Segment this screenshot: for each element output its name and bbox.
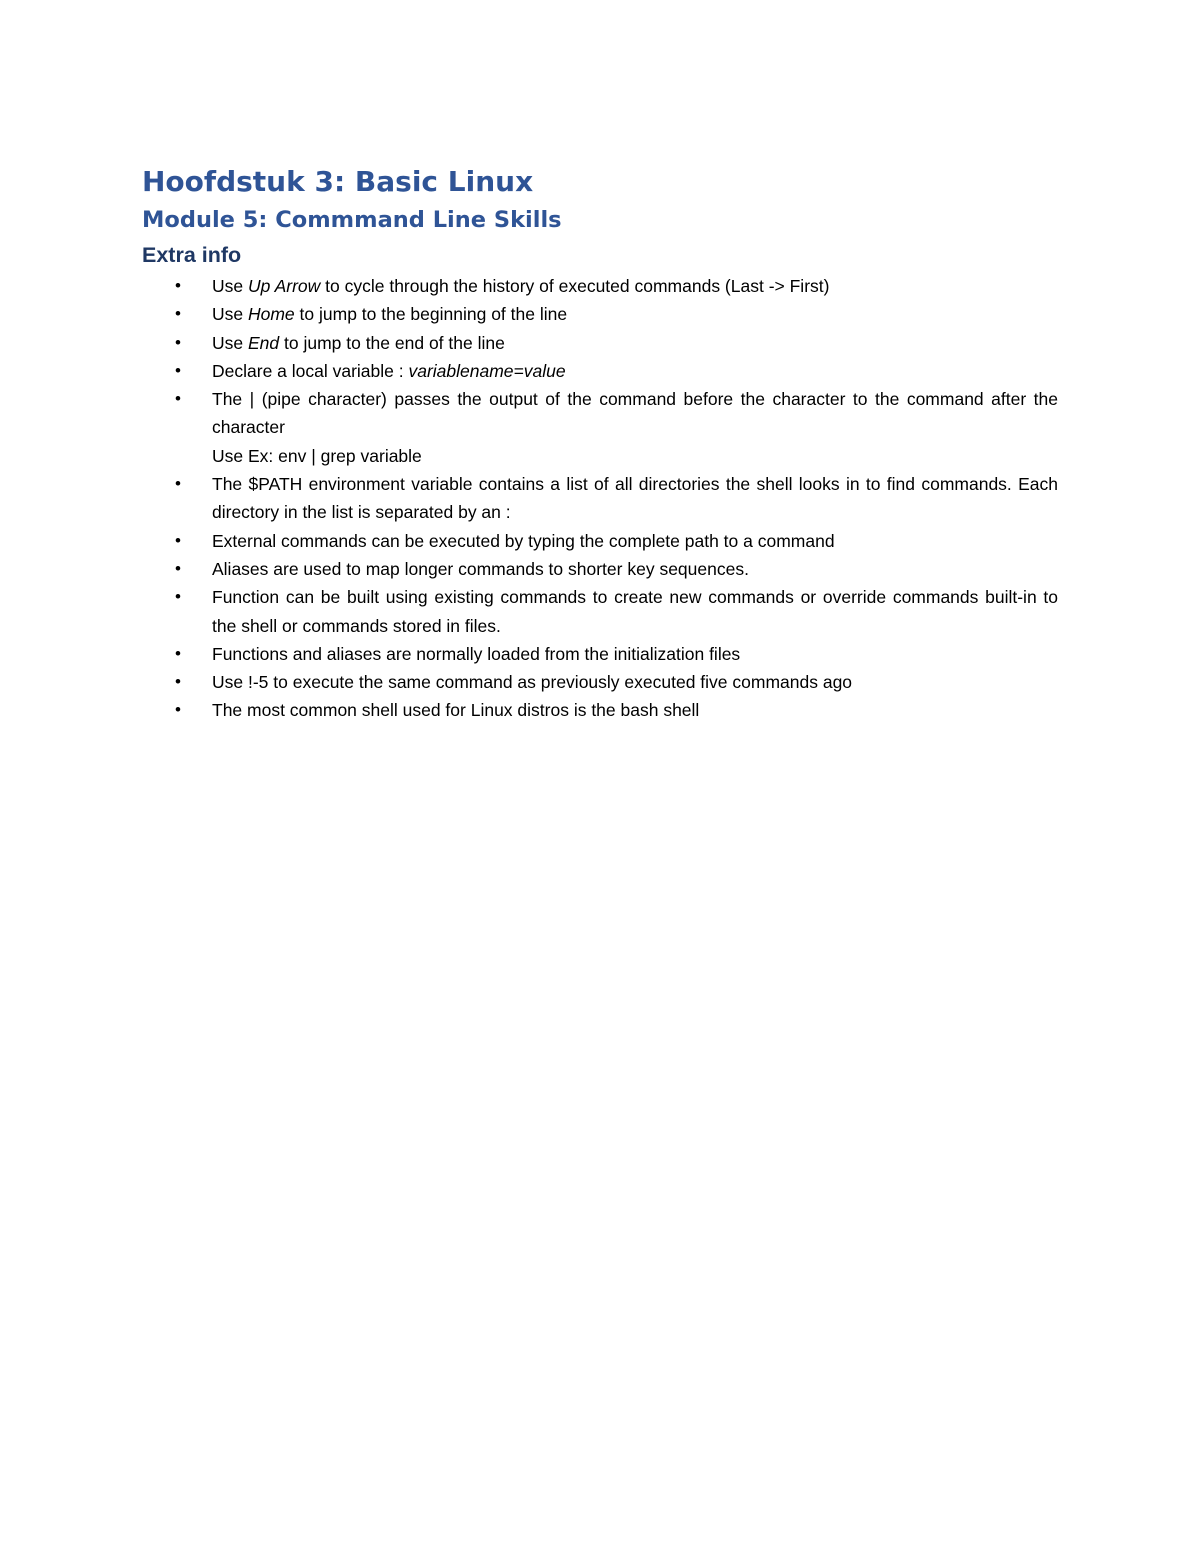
- bullet-icon: •: [175, 332, 181, 352]
- list-item-text: Declare a local variable : variablename=value: [212, 360, 566, 381]
- document-content: [142, 162, 1058, 725]
- bullet-icon: •: [175, 276, 181, 295]
- list-item: [142, 470, 1058, 527]
- bullet-icon: •: [175, 672, 181, 692]
- bullet-icon: •: [175, 530, 181, 550]
- bullet-list: [142, 272, 1058, 725]
- module-title: Module 5: Commmand Line Skills: [142, 207, 562, 233]
- list-item: [142, 357, 1058, 385]
- list-item: [142, 668, 1058, 696]
- chapter-title: Hoofdstuk 3: Basic Linux: [142, 165, 534, 198]
- bullet-icon: •: [175, 643, 181, 663]
- list-item-text: Aliases are used to map longer commands to shorter key sequences.: [212, 558, 749, 579]
- list-item-text: Use End to jump to the end of the line: [212, 332, 505, 353]
- bullet-icon: •: [175, 558, 181, 578]
- list-item: [142, 385, 1058, 470]
- list-item-text: The most common shell used for Linux distros is the bash shell: [212, 700, 700, 721]
- list-item: [142, 583, 1058, 640]
- bullet-icon: •: [175, 389, 181, 409]
- list-item-text: Use Up Arrow to cycle through the history of executed commands (Last -> First): [212, 276, 830, 296]
- list-item: [142, 329, 1058, 357]
- list-item-example: Use Ex: env | grep variable: [212, 445, 422, 466]
- section-title: Extra info: [142, 243, 242, 267]
- list-item: [142, 272, 1058, 300]
- list-item: [142, 696, 1058, 724]
- bullet-icon: •: [175, 304, 181, 324]
- list-item-text: Functions and aliases are normally loaded from the initialization files: [212, 643, 741, 664]
- bullet-icon: •: [175, 360, 181, 380]
- list-item: [142, 555, 1058, 583]
- list-item-text: Use Home to jump to the beginning of the line: [212, 304, 568, 325]
- list-item: [142, 640, 1058, 668]
- bullet-icon: •: [175, 474, 181, 494]
- list-item-text: Function can be built using existing commands to create new commands or override commands built-in to the shell or commands stored in files.: [212, 587, 1058, 636]
- list-item-text: The | (pipe character) passes the output of the command before the character to the command after the character: [212, 389, 1058, 438]
- bullet-icon: •: [175, 587, 181, 607]
- bullet-icon: •: [175, 700, 181, 720]
- list-item: [142, 527, 1058, 555]
- list-item-text: External commands can be executed by typing the complete path to a command: [212, 530, 835, 551]
- list-item-text: Use !-5 to execute the same command as previously executed five commands ago: [212, 672, 853, 693]
- list-item-text: The $PATH environment variable contains a list of all directories the shell looks in to find commands. Each directory in the list is separated by an :: [212, 474, 1058, 523]
- list-item: [142, 300, 1058, 328]
